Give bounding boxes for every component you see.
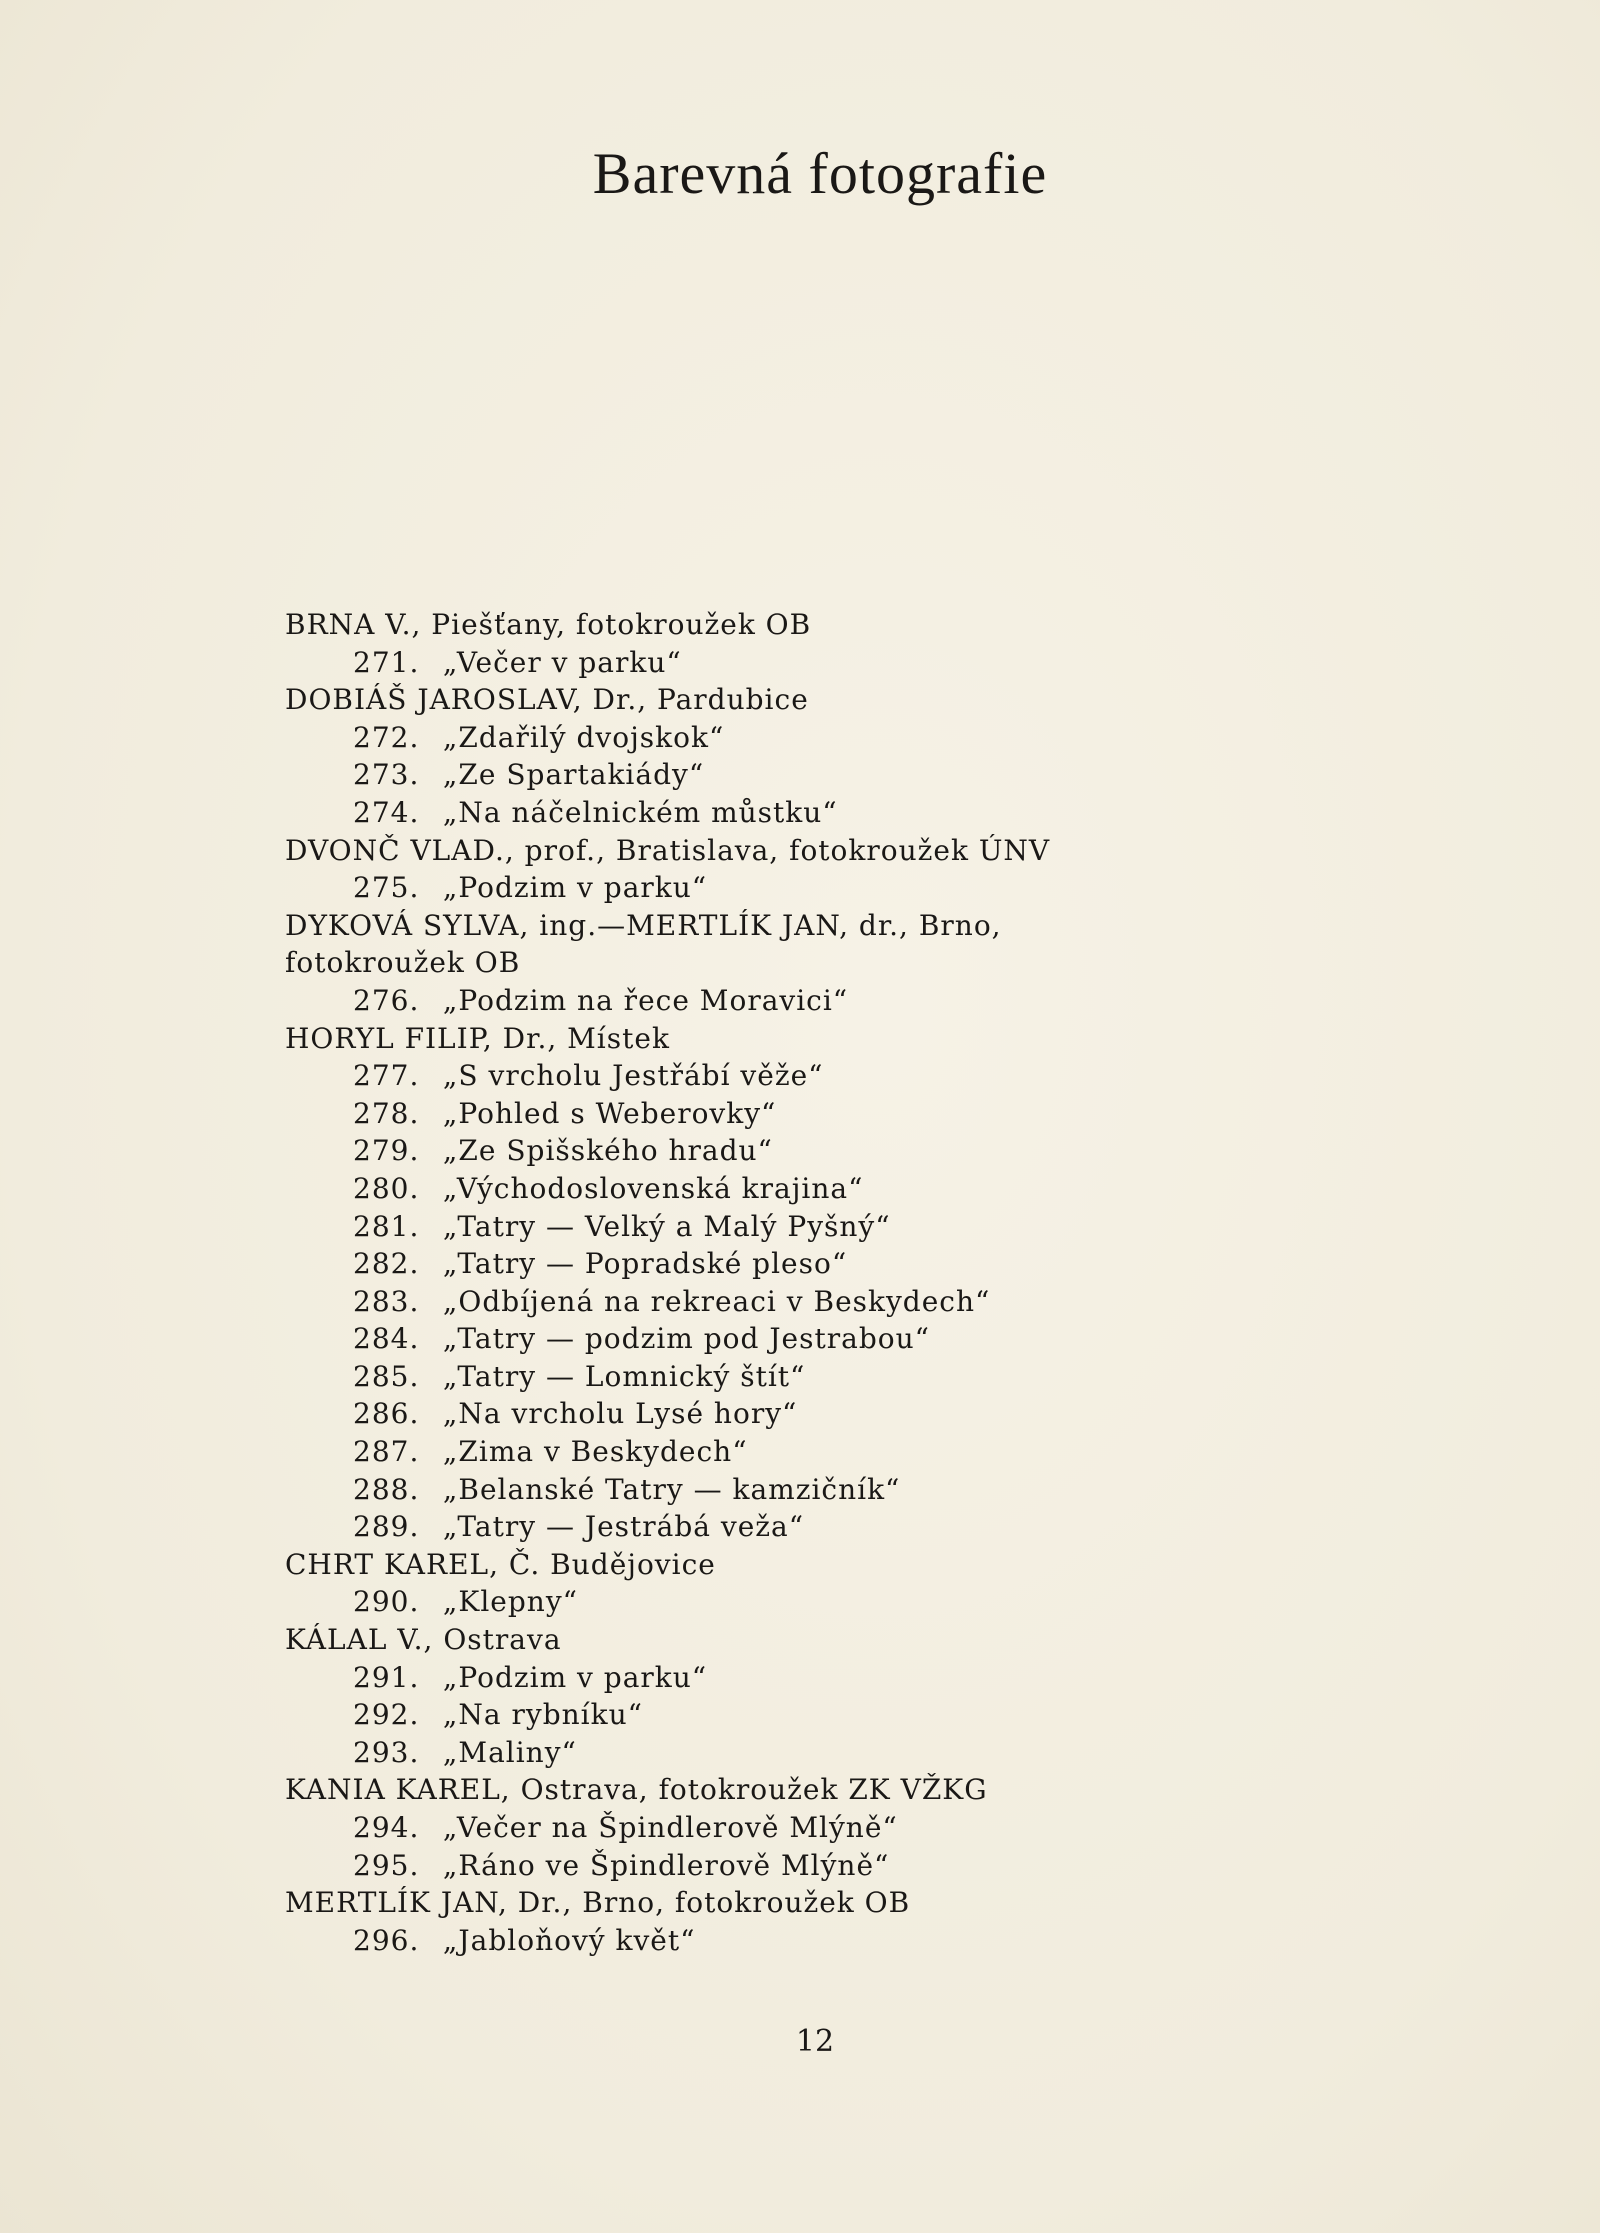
work-number: 280. — [353, 1171, 420, 1205]
work-title: „Večer v parku“ — [442, 645, 682, 679]
work-entry — [285, 1734, 1285, 1772]
work-number: 290. — [353, 1585, 420, 1619]
work-number: 278. — [353, 1096, 420, 1130]
author-line-continuation: fotokroužek OB — [285, 946, 521, 980]
work-title: „Jabloňový květ“ — [442, 1923, 696, 1957]
work-entry — [285, 1471, 1285, 1509]
work-title: „Tatry — Velký a Malý Pyšný“ — [442, 1209, 891, 1243]
author-line: DVONČ VLAD., prof., Bratislava, fotokroužek ÚNV — [285, 833, 1051, 867]
work-title: „Na rybníku“ — [442, 1698, 643, 1732]
work-number: 283. — [353, 1284, 420, 1318]
work-entry — [285, 1433, 1285, 1471]
work-entry — [285, 1320, 1285, 1358]
work-entry — [285, 1208, 1285, 1246]
work-entry — [285, 1922, 1285, 1960]
work-title: „Na náčelnickém můstku“ — [442, 795, 838, 829]
work-title: „Odbíjená na rekreaci v Beskydech“ — [442, 1284, 991, 1318]
work-number: 288. — [353, 1472, 420, 1506]
work-number: 284. — [353, 1322, 420, 1356]
work-entry — [285, 719, 1285, 757]
work-number: 281. — [353, 1209, 420, 1243]
work-title: „Tatry — Lomnický štít“ — [442, 1359, 806, 1393]
work-number: 275. — [353, 871, 420, 905]
work-number: 276. — [353, 983, 420, 1017]
work-number: 273. — [353, 758, 420, 792]
work-entry — [285, 1132, 1285, 1170]
work-entry — [285, 1659, 1285, 1697]
work-number: 272. — [353, 720, 420, 754]
work-entry — [285, 1170, 1285, 1208]
author-line: BRNA V., Piešťany, fotokroužek OB — [285, 608, 812, 641]
work-number: 294. — [353, 1811, 420, 1844]
work-title: „Belanské Tatry — kamzičník“ — [442, 1472, 901, 1506]
author-line: CHRT KAREL, Č. Budějovice — [285, 1547, 716, 1581]
author-line: KÁLAL V., Ostrava — [285, 1623, 562, 1657]
work-number: 274. — [353, 795, 420, 829]
work-title: „Podzim v parku“ — [442, 1660, 708, 1694]
work-entry — [285, 1358, 1285, 1396]
work-number: 292. — [353, 1698, 420, 1732]
work-title: „Na vrcholu Lysé hory“ — [442, 1397, 798, 1431]
work-number: 285. — [353, 1359, 420, 1393]
page-title: Barevná fotografie — [592, 141, 1048, 206]
work-number: 291. — [353, 1660, 420, 1694]
work-title: „Podzim na řece Moravici“ — [442, 983, 849, 1017]
work-number: 286. — [353, 1397, 420, 1431]
page-number: 12 — [795, 2024, 835, 2059]
work-entry — [285, 1395, 1285, 1433]
work-entry — [285, 1696, 1285, 1734]
work-entry — [285, 982, 1285, 1020]
work-number: 277. — [353, 1059, 420, 1093]
work-entry — [285, 1245, 1285, 1283]
work-number: 293. — [353, 1735, 420, 1769]
work-title: „Ze Spišského hradu“ — [442, 1134, 773, 1168]
author-line: DOBIÁŠ JAROSLAV, Dr., Pardubice — [285, 683, 809, 717]
work-number: 289. — [353, 1510, 420, 1544]
author-line: KANIA KAREL, Ostrava, fotokroužek ZK VŽKG — [285, 1773, 988, 1807]
author-line: MERTLÍK JAN, Dr., Brno, fotokroužek OB — [285, 1886, 911, 1920]
work-entry — [285, 1583, 1285, 1621]
work-title: „Maliny“ — [442, 1735, 577, 1769]
work-title: „Ze Spartakiády“ — [442, 758, 705, 792]
work-title: „Klepny“ — [442, 1585, 578, 1619]
work-entry — [285, 794, 1285, 832]
work-number: 295. — [353, 1848, 420, 1882]
work-entry — [285, 1809, 1285, 1847]
catalog-listing — [285, 606, 1285, 1959]
work-title: „Pohled s Weberovky“ — [442, 1096, 777, 1130]
work-entry — [285, 756, 1285, 794]
work-title: „Ráno ve Špindlerově Mlýně“ — [442, 1848, 890, 1882]
work-number: 296. — [353, 1923, 420, 1957]
author-line: HORYL FILIP, Dr., Místek — [285, 1021, 670, 1055]
work-title: „Tatry — podzim pod Jestrabou“ — [442, 1322, 930, 1356]
work-entry — [285, 869, 1285, 907]
work-title: „Zima v Beskydech“ — [442, 1435, 748, 1469]
work-number: 287. — [353, 1435, 420, 1469]
work-title: „Tatry — Jestrábá veža“ — [442, 1510, 805, 1544]
work-entry — [285, 1847, 1285, 1885]
author-line: DYKOVÁ SYLVA, ing.—MERTLÍK JAN, dr., Brno, — [285, 908, 1002, 942]
work-entry — [285, 1057, 1285, 1095]
work-title: „Podzim v parku“ — [442, 871, 708, 905]
work-entry — [285, 1508, 1285, 1546]
work-entry — [285, 1283, 1285, 1321]
work-number: 282. — [353, 1247, 420, 1281]
work-title: „Zdařilý dvojskok“ — [442, 720, 725, 754]
work-title: „S vrcholu Jestřábí věže“ — [442, 1059, 824, 1093]
work-entry — [285, 1095, 1285, 1133]
work-title: „Tatry — Popradské pleso“ — [442, 1247, 848, 1281]
work-number: 271. — [353, 645, 420, 679]
work-number: 279. — [353, 1134, 420, 1168]
work-entry — [285, 644, 1285, 682]
work-title: „Východoslovenská krajina“ — [442, 1171, 864, 1205]
work-title: „Večer na Špindlerově Mlýně“ — [442, 1811, 898, 1844]
